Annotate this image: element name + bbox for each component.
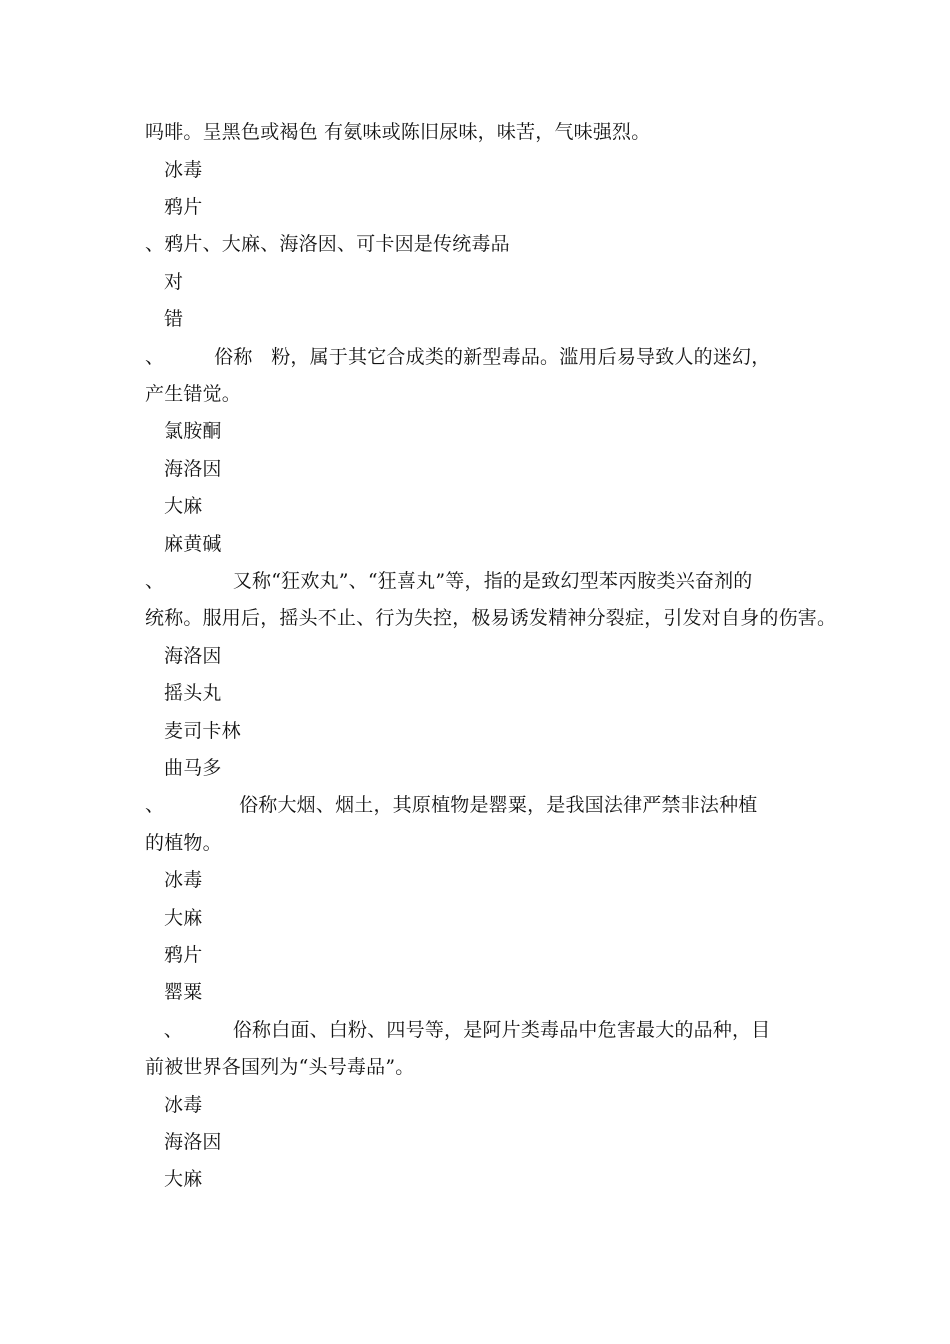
answer-option: 鸦片 <box>164 196 203 218</box>
answer-option: 摇头丸 <box>164 682 222 704</box>
answer-option: 冰毒 <box>164 869 203 891</box>
text-line: 统称。服用后，摇头不止、行为失控，极易诱发精神分裂症，引发对自身的伤害。 <box>145 607 837 629</box>
text-line: 产生错觉。 <box>145 383 242 405</box>
answer-option: 海洛因 <box>164 645 222 667</box>
answer-option: 海洛因 <box>164 1131 222 1153</box>
question-line: 、 俗称白面、白粉、四号等，是阿片类毒品中危害最大的品种，目 <box>145 1019 771 1041</box>
answer-option: 曲马多 <box>164 757 222 779</box>
answer-option: 大麻 <box>164 1168 203 1190</box>
question-line: 、 又称“狂欢丸”、“狂喜丸”等，指的是致幻型苯丙胺类兴奋剂的 <box>145 570 753 592</box>
answer-option: 冰毒 <box>164 1094 203 1116</box>
answer-option: 大麻 <box>164 495 203 517</box>
text-line: 的植物。 <box>145 832 222 854</box>
text-line: 吗啡。呈黑色或褐色 有氨味或陈旧尿味，味苦，气味强烈。 <box>145 121 651 143</box>
answer-option: 大麻 <box>164 907 203 929</box>
answer-option: 麦司卡林 <box>164 720 241 742</box>
text-line: 前被世界各国列为“头号毒品”。 <box>145 1056 415 1078</box>
answer-option: 对 <box>164 271 184 293</box>
answer-option: 氯胺酮 <box>164 420 222 442</box>
answer-option: 麻黄碱 <box>164 533 222 555</box>
answer-option: 海洛因 <box>164 458 222 480</box>
question-line: 、鸦片、大麻、海洛因、可卡因是传统毒品 <box>145 233 510 255</box>
answer-option: 罂粟 <box>164 981 203 1003</box>
question-line: 、 俗称大烟、烟土，其原植物是罂粟，是我国法律严禁非法种植 <box>145 794 758 816</box>
answer-option: 鸦片 <box>164 944 203 966</box>
answer-option: 错 <box>164 308 184 330</box>
question-line: 、 俗称 粉，属于其它合成类的新型毒品。滥用后易导致人的迷幻， <box>145 346 771 368</box>
answer-option: 冰毒 <box>164 159 203 181</box>
